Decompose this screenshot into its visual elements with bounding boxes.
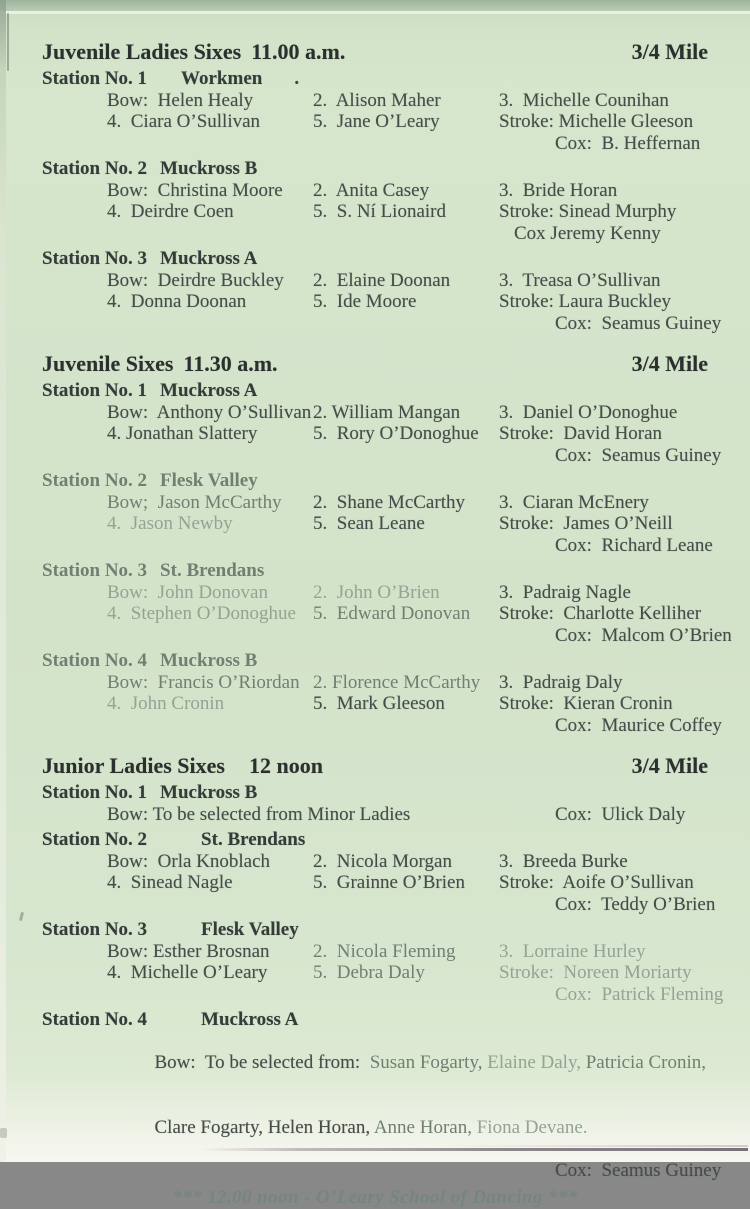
spacer	[107, 1160, 313, 1182]
spacer	[107, 625, 313, 647]
crew-note-row	[107, 1031, 708, 1096]
race-time: 11.30 a.m.	[183, 351, 278, 376]
crew-note: Patricia Cronin,	[585, 1052, 707, 1073]
station-label: Station No. 3	[42, 919, 148, 940]
cox-row	[107, 624, 732, 647]
crew-cell-4: 4. Ciara O’Sullivan	[107, 111, 261, 132]
crew-cell-bow: Bow; Jason McCarthy	[107, 491, 282, 513]
crew-note: Fiona Devane.	[476, 1116, 588, 1138]
crew-cell-3: 3. Breeda Burke	[499, 850, 628, 872]
station-label: Station No. 3	[42, 560, 148, 581]
spacer	[107, 535, 313, 557]
race-title-group	[42, 40, 345, 64]
station-label: Station No. 1	[42, 380, 148, 401]
crew-cell-2: 2. Florence McCarthy	[313, 671, 481, 693]
station-label: Station No. 2	[42, 158, 148, 179]
race-title-group	[42, 352, 278, 376]
crew-cell-5: 5. Mark Gleeson	[313, 693, 445, 714]
crew-cell-3: 3. Treasa O’Sullivan	[499, 269, 661, 291]
crew-cell-5: 5. Edward Donovan	[313, 603, 471, 624]
cox-cell: Cox: Patrick Fleming	[555, 983, 724, 1005]
crew-cell-stroke: Stroke: Noreen Moriarty	[499, 962, 692, 983]
race-header	[42, 352, 708, 376]
race-juvenile-sixes	[42, 351, 732, 736]
station-block	[42, 560, 732, 646]
station-heading	[42, 248, 708, 270]
crew-row	[107, 90, 708, 112]
club-name: Flesk Valley	[201, 919, 299, 940]
club-name: Muckross B	[160, 158, 258, 179]
crew-row	[107, 423, 708, 445]
cox-cell: Cox Jeremy Kenny	[514, 222, 661, 244]
station-heading	[42, 470, 708, 492]
crew-cell-2: 2. Anita Casey	[313, 179, 430, 201]
cox-row	[107, 312, 722, 335]
station-block	[42, 650, 722, 736]
station-heading	[42, 380, 708, 402]
crew-cell-3: 3. Daniel O’Donoghue	[499, 401, 678, 423]
crew-cell-stroke: Stroke: David Horan	[499, 423, 663, 444]
spacer	[107, 313, 313, 335]
crew-cell-bow: Bow: John Donovan	[107, 581, 268, 603]
crew-cell-4: 4. Jason Newby	[107, 513, 233, 534]
race-title: Juvenile Sixes	[42, 351, 174, 376]
crew-note-row	[107, 804, 708, 826]
cox-row	[107, 444, 722, 467]
spacer	[107, 715, 313, 737]
race-title: Junior Ladies Sixes	[42, 753, 225, 778]
cox-row	[107, 223, 708, 245]
race-title-group	[42, 754, 323, 778]
crew-cell-bow: Bow: Helen Healy	[107, 89, 254, 111]
station-block	[42, 1009, 722, 1181]
stray-dot-mark: .	[294, 68, 300, 89]
crew-cell-stroke: Stroke: Laura Buckley	[499, 291, 672, 312]
race-time: 12 noon	[248, 753, 323, 778]
crew-row	[107, 603, 708, 625]
station-heading	[42, 782, 708, 804]
cox-cell: Cox: Ulick Daly	[555, 803, 686, 825]
crew-cell-bow: Bow: Francis O’Riordan	[107, 671, 300, 693]
crew-cell-4: 4. John Cronin	[107, 693, 225, 714]
race-title: Juvenile Ladies Sixes	[42, 39, 242, 64]
crew-row	[107, 513, 708, 535]
crew-cell-bow: Bow: Anthony O’Sullivan	[107, 401, 312, 423]
crew-cell-stroke: Stroke: Kieran Cronin	[499, 693, 673, 714]
crew-row	[107, 291, 708, 313]
cox-cell: Cox: Seamus Guiney	[555, 312, 722, 334]
race-time: 11.00 a.m.	[251, 39, 346, 64]
cox-row	[107, 133, 708, 155]
crew-note: Elaine Daly,	[487, 1052, 586, 1073]
spacer	[313, 445, 499, 467]
station-heading	[42, 560, 708, 582]
cox-cell: Cox: Seamus Guiney	[555, 444, 722, 466]
spacer	[313, 715, 499, 737]
crew-cell-bow: Bow: Esther Brosnan	[107, 940, 270, 962]
crew-row	[107, 872, 708, 894]
footer-announcement: *** 12.00 noon - O’Leary School of Dancing ***	[172, 1187, 578, 1208]
crew-cell-5: 5. Debra Daly	[313, 962, 425, 983]
station-block	[42, 470, 713, 556]
crew-cell-5: 5. Grainne O’Brien	[313, 872, 465, 893]
station-label: Station No. 4	[42, 1009, 148, 1030]
crew-row	[107, 693, 708, 715]
club-name: Muckross A	[160, 380, 258, 401]
station-block	[42, 782, 708, 825]
club-name: Muckross A	[201, 1009, 299, 1030]
cox-cell: Cox: Richard Leane	[555, 534, 713, 556]
crew-row	[107, 672, 708, 694]
station-heading	[42, 829, 708, 851]
race-header	[42, 754, 708, 778]
race-distance: 3/4 Mile	[631, 753, 708, 778]
crew-cell-4: 4. Jonathan Slattery	[107, 423, 258, 444]
spacer	[313, 535, 499, 557]
crew-cell-2: 2. Alison Maher	[313, 89, 441, 111]
crew-cell-5: 5. S. Ní Lionaird	[313, 201, 446, 222]
crew-note: Susan Fogarty,	[369, 1052, 488, 1073]
crew-cell-stroke: Stroke: Sinead Murphy	[499, 201, 677, 222]
spacer	[313, 313, 499, 335]
crew-row	[107, 270, 708, 292]
spacer	[313, 625, 499, 647]
cox-cell: Cox: Seamus Guiney	[555, 1159, 722, 1181]
club-name: Flesk Valley	[160, 470, 258, 491]
crew-cell-4: 4. Donna Doonan	[107, 291, 247, 312]
club-name: Workmen	[181, 68, 263, 89]
crew-cell-bow: Bow: Christina Moore	[107, 179, 283, 201]
crew-note: Bow: To be selected from:	[154, 1052, 370, 1073]
crew-row	[107, 941, 708, 963]
station-heading	[42, 650, 708, 672]
cox-row	[107, 1159, 722, 1182]
crew-cell-bow: Bow: Deirdre Buckley	[107, 269, 284, 291]
crew-cell-stroke: Stroke: Aoife O’Sullivan	[499, 872, 694, 893]
crew-row	[107, 851, 708, 873]
crew-cell-3: 3. Padraig Nagle	[499, 581, 631, 603]
crew-cell-4: 4. Michelle O’Leary	[107, 962, 268, 983]
spacer	[313, 984, 499, 1006]
crew-row	[107, 582, 708, 604]
crew-note: Bow: To be selected from Minor Ladies	[107, 803, 411, 825]
spacer	[107, 894, 313, 916]
crew-note: Anne Horan,	[373, 1116, 477, 1138]
race-distance: 3/4 Mile	[631, 39, 708, 64]
race-junior-ladies-sixes	[42, 753, 724, 1181]
cox-cell: Cox: Malcom O’Brien	[555, 624, 732, 646]
station-label: Station No. 2	[42, 470, 148, 491]
crew-cell-3: 3. Bride Horan	[499, 179, 618, 201]
station-label: Station No. 4	[42, 650, 148, 671]
race-header	[42, 40, 708, 64]
spacer	[313, 223, 499, 245]
crew-row	[107, 180, 708, 202]
spacer	[107, 223, 313, 245]
crew-cell-3: 3. Padraig Daly	[499, 671, 623, 693]
club-name: Muckross A	[160, 248, 258, 269]
cox-row	[107, 714, 722, 737]
cox-cell: Cox: B. Heffernan	[555, 132, 701, 154]
crew-cell-5: 5. Jane O’Leary	[313, 111, 440, 132]
station-block	[42, 919, 724, 1005]
spacer	[313, 133, 499, 155]
spacer	[107, 445, 313, 467]
club-name: St. Brendans	[201, 829, 306, 850]
station-block	[42, 829, 716, 915]
station-heading	[42, 1009, 708, 1031]
crew-cell-4: 4. Sinead Nagle	[107, 872, 233, 893]
crew-row	[107, 492, 708, 514]
race-juvenile-ladies-sixes	[42, 39, 722, 334]
crew-cell-stroke: Stroke: Michelle Gleeson	[499, 111, 694, 132]
station-heading	[42, 68, 708, 90]
spacer	[107, 984, 313, 1006]
cox-row	[107, 893, 716, 916]
crew-cell-2: 2. Nicola Fleming	[313, 940, 456, 962]
club-name: Muckross B	[160, 782, 258, 803]
crew-cell-3: 3. Lorraine Hurley	[499, 940, 646, 962]
crew-cell-4: 4. Stephen O’Donoghue	[107, 603, 296, 624]
crew-cell-2: 2. Shane McCarthy	[313, 491, 465, 513]
spacer	[107, 133, 313, 155]
crew-cell-4: 4. Deirdre Coen	[107, 201, 234, 222]
crew-row	[107, 402, 708, 424]
crew-note: Clare Fogarty, Helen Horan,	[154, 1116, 374, 1138]
station-heading	[42, 158, 708, 180]
crew-cell-stroke: Stroke: Charlotte Kelliher	[499, 603, 702, 624]
cox-row	[107, 534, 713, 557]
crew-cell-2: 2. Elaine Doonan	[313, 269, 451, 291]
station-block	[42, 380, 722, 466]
station-label: Station No. 2	[42, 829, 148, 850]
spacer	[313, 1160, 499, 1182]
crew-row	[107, 201, 708, 223]
race-distance: 3/4 Mile	[631, 351, 708, 376]
cox-row	[107, 983, 724, 1006]
club-name: St. Brendans	[160, 560, 265, 581]
station-label: Station No. 1	[42, 68, 148, 89]
crew-cell-2: 2. Nicola Morgan	[313, 850, 452, 872]
crew-cell-3: 3. Ciaran McEnery	[499, 491, 649, 513]
station-heading	[42, 919, 708, 941]
crew-note-row	[107, 1095, 708, 1160]
crew-row	[107, 962, 708, 984]
crew-cell-3: 3. Michelle Counihan	[499, 89, 669, 111]
cox-cell: Cox: Maurice Coffey	[555, 714, 722, 736]
club-name: Muckross B	[160, 650, 258, 671]
crew-cell-5: 5. Ide Moore	[313, 291, 417, 312]
crew-cell-2: 2. William Mangan	[313, 401, 461, 423]
crew-cell-bow: Bow: Orla Knoblach	[107, 850, 271, 872]
cox-cell: Cox: Teddy O’Brien	[555, 893, 716, 915]
station-label: Station No. 3	[42, 248, 148, 269]
crew-cell-2: 2. John O’Brien	[313, 581, 440, 603]
crew-cell-5: 5. Sean Leane	[313, 513, 425, 534]
station-block	[42, 158, 708, 244]
station-label: Station No. 1	[42, 782, 148, 803]
spacer	[313, 894, 499, 916]
station-block	[42, 248, 722, 334]
station-block	[42, 68, 708, 154]
crew-row	[107, 111, 708, 133]
crew-cell-5: 5. Rory O’Donoghue	[313, 423, 479, 444]
crew-cell-stroke: Stroke: James O’Neill	[499, 513, 673, 534]
